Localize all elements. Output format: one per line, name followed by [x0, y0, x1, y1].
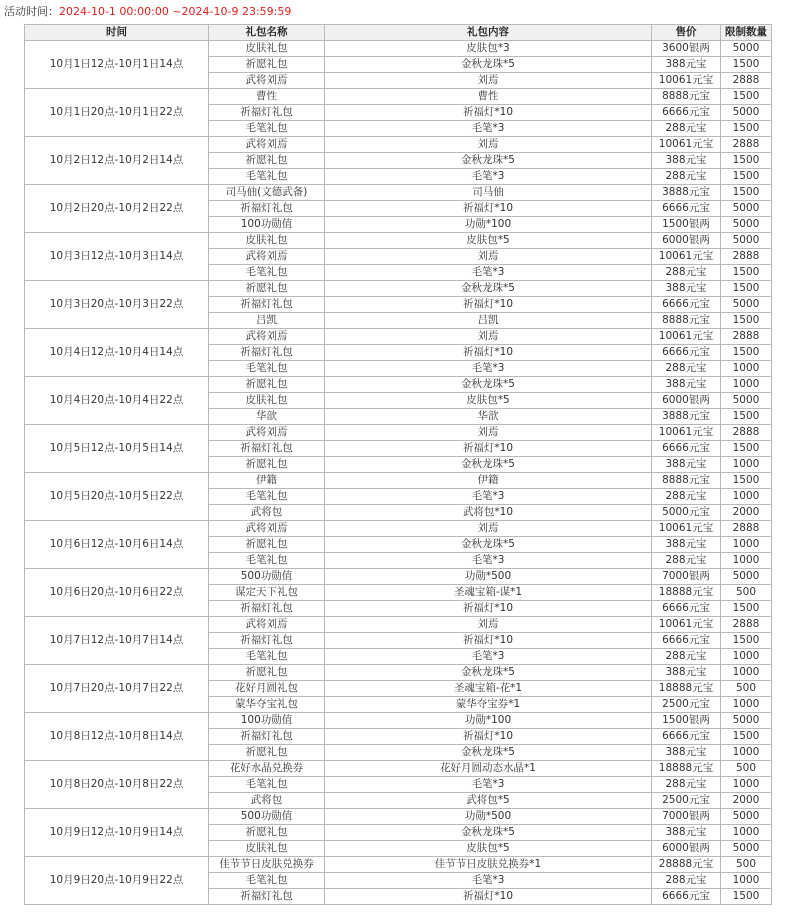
time-cell: 10月8日12点-10月8日14点 [25, 713, 209, 761]
limit-cell: 5000 [721, 217, 772, 233]
gift-name-cell: 华歆 [209, 409, 325, 425]
limit-cell: 1500 [721, 281, 772, 297]
header-gift-name: 礼包名称 [209, 25, 325, 41]
time-cell: 10月4日12点-10月4日14点 [25, 329, 209, 377]
table-row [25, 857, 772, 873]
limit-cell: 1500 [721, 409, 772, 425]
gift-content-cell: 功勋*100 [325, 217, 652, 233]
gift-name-cell: 祈福灯礼包 [209, 889, 325, 905]
limit-cell: 1500 [721, 889, 772, 905]
price-cell: 2500元宝 [652, 697, 721, 713]
gift-name-cell: 蒙华夺宝礼包 [209, 697, 325, 713]
limit-cell: 2888 [721, 617, 772, 633]
gift-name-cell: 武将刘焉 [209, 425, 325, 441]
gift-name-cell: 祈愿礼包 [209, 665, 325, 681]
gift-name-cell: 祈愿礼包 [209, 153, 325, 169]
gift-name-cell: 祈福灯礼包 [209, 633, 325, 649]
limit-cell: 1500 [721, 121, 772, 137]
limit-cell: 1000 [721, 489, 772, 505]
gift-content-cell: 金秋龙珠*5 [325, 745, 652, 761]
gift-content-cell: 金秋龙珠*5 [325, 537, 652, 553]
gift-content-cell: 祈福灯*10 [325, 201, 652, 217]
gift-name-cell: 祈福灯礼包 [209, 201, 325, 217]
limit-cell: 1000 [721, 377, 772, 393]
limit-cell: 5000 [721, 841, 772, 857]
table-row [25, 329, 772, 345]
limit-cell: 5000 [721, 713, 772, 729]
gift-name-cell: 祈愿礼包 [209, 457, 325, 473]
gift-content-cell: 金秋龙珠*5 [325, 281, 652, 297]
gift-content-cell: 祈福灯*10 [325, 345, 652, 361]
price-cell: 388元宝 [652, 665, 721, 681]
price-cell: 6666元宝 [652, 441, 721, 457]
gift-name-cell: 司马伷(文德武备) [209, 185, 325, 201]
gift-name-cell: 100功勋值 [209, 217, 325, 233]
limit-cell: 2888 [721, 329, 772, 345]
price-cell: 6666元宝 [652, 601, 721, 617]
price-cell: 8888元宝 [652, 473, 721, 489]
limit-cell: 1000 [721, 777, 772, 793]
limit-cell: 500 [721, 585, 772, 601]
price-cell: 288元宝 [652, 169, 721, 185]
limit-cell: 1500 [721, 313, 772, 329]
gift-name-cell: 武将刘焉 [209, 73, 325, 89]
gift-name-cell: 祈愿礼包 [209, 537, 325, 553]
gift-name-cell: 毛笔礼包 [209, 361, 325, 377]
time-cell: 10月2日12点-10月2日14点 [25, 137, 209, 185]
gift-content-cell: 皮肤包*5 [325, 393, 652, 409]
activity-time-label: 活动时间： [4, 5, 59, 18]
time-cell: 10月2日20点-10月2日22点 [25, 185, 209, 233]
limit-cell: 1500 [721, 89, 772, 105]
gift-name-cell: 谋定天下礼包 [209, 585, 325, 601]
table-row [25, 233, 772, 249]
price-cell: 5000元宝 [652, 505, 721, 521]
limit-cell: 5000 [721, 233, 772, 249]
gift-name-cell: 伊籍 [209, 473, 325, 489]
gift-name-cell: 100功勋值 [209, 713, 325, 729]
limit-cell: 5000 [721, 297, 772, 313]
gift-content-cell: 吕凯 [325, 313, 652, 329]
gift-content-cell: 华歆 [325, 409, 652, 425]
time-cell: 10月5日20点-10月5日22点 [25, 473, 209, 521]
gift-content-cell: 毛笔*3 [325, 777, 652, 793]
price-cell: 3888元宝 [652, 409, 721, 425]
gift-content-cell: 毛笔*3 [325, 169, 652, 185]
gift-content-cell: 祈福灯*10 [325, 889, 652, 905]
limit-cell: 500 [721, 857, 772, 873]
price-cell: 1500银两 [652, 217, 721, 233]
price-cell: 388元宝 [652, 745, 721, 761]
limit-cell: 1500 [721, 473, 772, 489]
table-row [25, 281, 772, 297]
gift-name-cell: 武将刘焉 [209, 329, 325, 345]
limit-cell: 1500 [721, 441, 772, 457]
limit-cell: 1500 [721, 345, 772, 361]
limit-cell: 1000 [721, 649, 772, 665]
price-cell: 8888元宝 [652, 313, 721, 329]
limit-cell: 1500 [721, 601, 772, 617]
gift-name-cell: 毛笔礼包 [209, 489, 325, 505]
limit-cell: 1500 [721, 265, 772, 281]
table-row [25, 377, 772, 393]
limit-cell: 1000 [721, 825, 772, 841]
price-cell: 10061元宝 [652, 617, 721, 633]
price-cell: 288元宝 [652, 489, 721, 505]
table-row [25, 185, 772, 201]
limit-cell: 1500 [721, 169, 772, 185]
price-cell: 6000银两 [652, 233, 721, 249]
limit-cell: 1000 [721, 873, 772, 889]
limit-cell: 2888 [721, 137, 772, 153]
gift-content-cell: 花好月圆动态水晶*1 [325, 761, 652, 777]
time-cell: 10月3日12点-10月3日14点 [25, 233, 209, 281]
gift-content-cell: 功勋*500 [325, 569, 652, 585]
price-cell: 388元宝 [652, 537, 721, 553]
price-cell: 10061元宝 [652, 521, 721, 537]
price-cell: 3888元宝 [652, 185, 721, 201]
gift-content-cell: 刘焉 [325, 425, 652, 441]
limit-cell: 1000 [721, 457, 772, 473]
price-cell: 10061元宝 [652, 137, 721, 153]
gift-name-cell: 祈福灯礼包 [209, 441, 325, 457]
gift-content-cell: 金秋龙珠*5 [325, 57, 652, 73]
price-cell: 10061元宝 [652, 329, 721, 345]
gift-content-cell: 刘焉 [325, 137, 652, 153]
gift-name-cell: 祈福灯礼包 [209, 345, 325, 361]
gift-content-cell: 佳节节日皮肤兑换券*1 [325, 857, 652, 873]
limit-cell: 2000 [721, 505, 772, 521]
price-cell: 288元宝 [652, 265, 721, 281]
gift-content-cell: 皮肤包*3 [325, 41, 652, 57]
time-cell: 10月4日20点-10月4日22点 [25, 377, 209, 425]
price-cell: 288元宝 [652, 553, 721, 569]
gift-name-cell: 毛笔礼包 [209, 553, 325, 569]
gift-content-cell: 刘焉 [325, 73, 652, 89]
price-cell: 1500银两 [652, 713, 721, 729]
limit-cell: 5000 [721, 393, 772, 409]
gift-name-cell: 毛笔礼包 [209, 873, 325, 889]
gift-content-cell: 功勋*100 [325, 713, 652, 729]
gift-content-cell: 毛笔*3 [325, 121, 652, 137]
gift-schedule-table [24, 24, 772, 905]
time-cell: 10月1日20点-10月1日22点 [25, 89, 209, 137]
gift-name-cell: 吕凯 [209, 313, 325, 329]
limit-cell: 5000 [721, 201, 772, 217]
price-cell: 18888元宝 [652, 761, 721, 777]
price-cell: 10061元宝 [652, 73, 721, 89]
gift-name-cell: 皮肤礼包 [209, 393, 325, 409]
gift-content-cell: 祈福灯*10 [325, 601, 652, 617]
table-row [25, 809, 772, 825]
limit-cell: 2888 [721, 249, 772, 265]
price-cell: 388元宝 [652, 825, 721, 841]
time-cell: 10月9日20点-10月9日22点 [25, 857, 209, 905]
activity-time [4, 3, 291, 21]
gift-content-cell: 金秋龙珠*5 [325, 825, 652, 841]
gift-name-cell: 武将刘焉 [209, 137, 325, 153]
gift-content-cell: 伊籍 [325, 473, 652, 489]
limit-cell: 2888 [721, 521, 772, 537]
limit-cell: 2000 [721, 793, 772, 809]
gift-content-cell: 刘焉 [325, 249, 652, 265]
gift-name-cell: 500功勋值 [209, 569, 325, 585]
gift-name-cell: 毛笔礼包 [209, 265, 325, 281]
gift-content-cell: 功勋*500 [325, 809, 652, 825]
table-row [25, 761, 772, 777]
gift-name-cell: 花好水晶兑换券 [209, 761, 325, 777]
gift-name-cell: 佳节节日皮肤兑换券 [209, 857, 325, 873]
limit-cell: 1000 [721, 361, 772, 377]
gift-content-cell: 祈福灯*10 [325, 633, 652, 649]
header-limit: 限制数量 [721, 25, 772, 41]
gift-name-cell: 武将包 [209, 505, 325, 521]
gift-name-cell: 花好月圆礼包 [209, 681, 325, 697]
price-cell: 3600银两 [652, 41, 721, 57]
table-body [25, 41, 772, 905]
limit-cell: 1500 [721, 153, 772, 169]
price-cell: 288元宝 [652, 361, 721, 377]
limit-cell: 1000 [721, 665, 772, 681]
gift-name-cell: 祈福灯礼包 [209, 297, 325, 313]
table-header-row [25, 25, 772, 41]
gift-name-cell: 毛笔礼包 [209, 169, 325, 185]
gift-name-cell: 曹性 [209, 89, 325, 105]
gift-content-cell: 蒙华夺宝券*1 [325, 697, 652, 713]
gift-name-cell: 祈愿礼包 [209, 377, 325, 393]
gift-name-cell: 祈福灯礼包 [209, 105, 325, 121]
gift-name-cell: 毛笔礼包 [209, 121, 325, 137]
price-cell: 6000银两 [652, 393, 721, 409]
gift-name-cell: 毛笔礼包 [209, 777, 325, 793]
price-cell: 388元宝 [652, 57, 721, 73]
time-cell: 10月8日20点-10月8日22点 [25, 761, 209, 809]
limit-cell: 2888 [721, 425, 772, 441]
limit-cell: 5000 [721, 41, 772, 57]
limit-cell: 1500 [721, 729, 772, 745]
gift-content-cell: 祈福灯*10 [325, 297, 652, 313]
gift-name-cell: 祈愿礼包 [209, 281, 325, 297]
gift-content-cell: 皮肤包*5 [325, 841, 652, 857]
price-cell: 288元宝 [652, 777, 721, 793]
price-cell: 6666元宝 [652, 297, 721, 313]
gift-content-cell: 武将包*10 [325, 505, 652, 521]
gift-content-cell: 司马伷 [325, 185, 652, 201]
gift-content-cell: 毛笔*3 [325, 361, 652, 377]
gift-name-cell: 武将刘焉 [209, 249, 325, 265]
gift-name-cell: 祈福灯礼包 [209, 601, 325, 617]
price-cell: 6000银两 [652, 841, 721, 857]
header-gift-content: 礼包内容 [325, 25, 652, 41]
price-cell: 6666元宝 [652, 889, 721, 905]
table-row [25, 569, 772, 585]
time-cell: 10月1日12点-10月1日14点 [25, 41, 209, 89]
gift-name-cell: 武将刘焉 [209, 617, 325, 633]
limit-cell: 1000 [721, 745, 772, 761]
limit-cell: 5000 [721, 809, 772, 825]
gift-content-cell: 金秋龙珠*5 [325, 377, 652, 393]
gift-content-cell: 金秋龙珠*5 [325, 457, 652, 473]
limit-cell: 1000 [721, 553, 772, 569]
table-row [25, 665, 772, 681]
gift-content-cell: 刘焉 [325, 521, 652, 537]
gift-content-cell: 祈福灯*10 [325, 105, 652, 121]
price-cell: 10061元宝 [652, 425, 721, 441]
gift-name-cell: 皮肤礼包 [209, 41, 325, 57]
limit-cell: 1000 [721, 537, 772, 553]
limit-cell: 500 [721, 761, 772, 777]
header-time: 时间 [25, 25, 209, 41]
gift-content-cell: 圣魂宝箱-花*1 [325, 681, 652, 697]
price-cell: 18888元宝 [652, 585, 721, 601]
price-cell: 288元宝 [652, 649, 721, 665]
header-price: 售价 [652, 25, 721, 41]
gift-name-cell: 武将刘焉 [209, 521, 325, 537]
gift-name-cell: 祈福灯礼包 [209, 729, 325, 745]
gift-name-cell: 武将包 [209, 793, 325, 809]
gift-content-cell: 毛笔*3 [325, 489, 652, 505]
price-cell: 10061元宝 [652, 249, 721, 265]
price-cell: 6666元宝 [652, 633, 721, 649]
gift-content-cell: 圣魂宝箱-谋*1 [325, 585, 652, 601]
gift-name-cell: 毛笔礼包 [209, 649, 325, 665]
price-cell: 388元宝 [652, 377, 721, 393]
limit-cell: 5000 [721, 569, 772, 585]
time-cell: 10月7日12点-10月7日14点 [25, 617, 209, 665]
price-cell: 18888元宝 [652, 681, 721, 697]
price-cell: 2500元宝 [652, 793, 721, 809]
limit-cell: 5000 [721, 105, 772, 121]
gift-content-cell: 曹性 [325, 89, 652, 105]
gift-content-cell: 金秋龙珠*5 [325, 153, 652, 169]
gift-content-cell: 祈福灯*10 [325, 441, 652, 457]
gift-name-cell: 皮肤礼包 [209, 233, 325, 249]
price-cell: 388元宝 [652, 153, 721, 169]
price-cell: 6666元宝 [652, 105, 721, 121]
limit-cell: 1500 [721, 57, 772, 73]
price-cell: 28888元宝 [652, 857, 721, 873]
limit-cell: 500 [721, 681, 772, 697]
price-cell: 6666元宝 [652, 729, 721, 745]
price-cell: 288元宝 [652, 121, 721, 137]
time-cell: 10月9日12点-10月9日14点 [25, 809, 209, 857]
gift-content-cell: 刘焉 [325, 617, 652, 633]
gift-name-cell: 祈愿礼包 [209, 745, 325, 761]
price-cell: 388元宝 [652, 457, 721, 473]
limit-cell: 1000 [721, 697, 772, 713]
price-cell: 6666元宝 [652, 345, 721, 361]
table-row [25, 89, 772, 105]
table-row [25, 473, 772, 489]
time-cell: 10月6日12点-10月6日14点 [25, 521, 209, 569]
table-row [25, 713, 772, 729]
activity-time-range: 2024-10-1 00:00:00 ~2024-10-9 23:59:59 [59, 5, 292, 18]
table-row [25, 617, 772, 633]
limit-cell: 1500 [721, 185, 772, 201]
time-cell: 10月3日20点-10月3日22点 [25, 281, 209, 329]
price-cell: 388元宝 [652, 281, 721, 297]
table-row [25, 425, 772, 441]
limit-cell: 2888 [721, 73, 772, 89]
time-cell: 10月7日20点-10月7日22点 [25, 665, 209, 713]
gift-content-cell: 武将包*5 [325, 793, 652, 809]
table-row [25, 521, 772, 537]
limit-cell: 1500 [721, 633, 772, 649]
price-cell: 8888元宝 [652, 89, 721, 105]
price-cell: 7000银两 [652, 809, 721, 825]
gift-content-cell: 皮肤包*5 [325, 233, 652, 249]
time-cell: 10月5日12点-10月5日14点 [25, 425, 209, 473]
gift-name-cell: 祈愿礼包 [209, 57, 325, 73]
table-row [25, 41, 772, 57]
gift-name-cell: 500功勋值 [209, 809, 325, 825]
gift-content-cell: 毛笔*3 [325, 649, 652, 665]
gift-name-cell: 祈愿礼包 [209, 825, 325, 841]
table-row [25, 137, 772, 153]
price-cell: 7000银两 [652, 569, 721, 585]
gift-content-cell: 刘焉 [325, 329, 652, 345]
gift-content-cell: 金秋龙珠*5 [325, 665, 652, 681]
time-cell: 10月6日20点-10月6日22点 [25, 569, 209, 617]
price-cell: 288元宝 [652, 873, 721, 889]
price-cell: 6666元宝 [652, 201, 721, 217]
gift-name-cell: 皮肤礼包 [209, 841, 325, 857]
gift-content-cell: 祈福灯*10 [325, 729, 652, 745]
gift-content-cell: 毛笔*3 [325, 265, 652, 281]
gift-content-cell: 毛笔*3 [325, 873, 652, 889]
gift-content-cell: 毛笔*3 [325, 553, 652, 569]
